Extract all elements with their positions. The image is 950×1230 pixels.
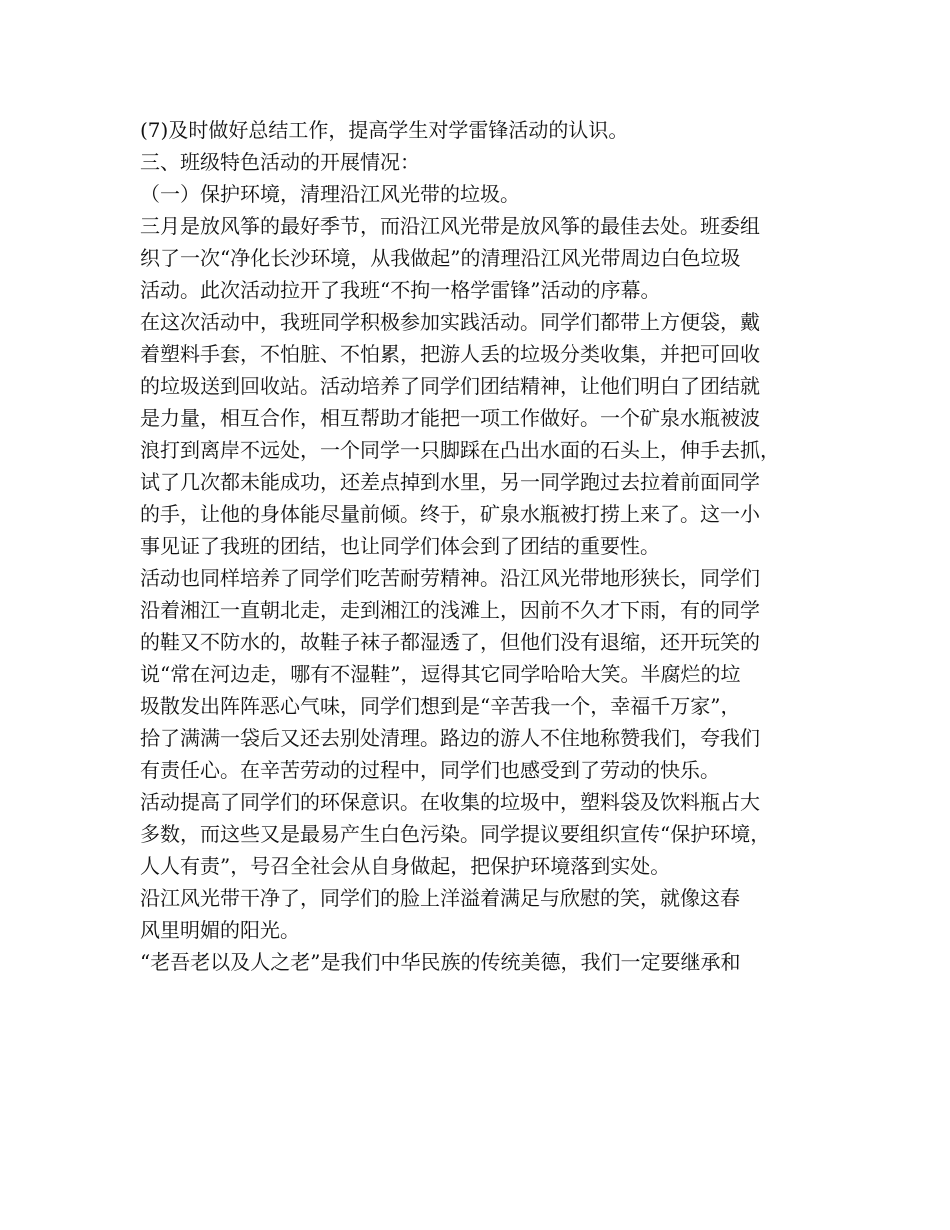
- text-line: 多数，而这些又是最易产生白色污染。同学提议要组织宣传“保护环境，: [140, 822, 771, 846]
- text-line: 拾了满满一袋后又还去别处清理。路边的游人不住地称赞我们，夸我们: [140, 726, 760, 750]
- text-line: 织了一次“净化长沙环境，从我做起”的清理沿江风光带周边白色垃圾: [140, 246, 741, 270]
- text-line: 人人有责”，号召全社会从自身做起，把保护环境落到实处。: [140, 854, 671, 878]
- document-body: [140, 114, 830, 978]
- section-heading: 三、班级特色活动的开展情况：: [140, 150, 420, 174]
- subsection-heading: （一）保护环境，清理沿江风光带的垃圾。: [140, 182, 520, 206]
- text-line: 活动也同样培养了同学们吃苦耐劳精神。沿江风光带地形狭长，同学们: [140, 566, 760, 590]
- text-line: 三月是放风筝的最好季节，而沿江风光带是放风筝的最佳去处。班委组: [140, 214, 760, 238]
- text-line: 活动提高了同学们的环保意识。在收集的垃圾中，塑料袋及饮料瓶占大: [140, 790, 760, 814]
- text-line: 事见证了我班的团结，也让同学们体会到了团结的重要性。: [140, 534, 660, 558]
- text-line: 的手，让他的身体能尽量前倾。终于，矿泉水瓶被打捞上来了。这一小: [140, 502, 760, 526]
- text-line: 圾散发出阵阵恶心气味，同学们想到是“辛苦我一个，幸福千万家”，: [140, 694, 741, 718]
- text-line: 在这次活动中，我班同学积极参加实践活动。同学们都带上方便袋，戴: [140, 310, 760, 334]
- text-line: 浪打到离岸不远处，一个同学一只脚踩在凸出水面的石头上，伸手去抓，: [140, 438, 780, 462]
- text-line: 沿江风光带干净了，同学们的脸上洋溢着满足与欣慰的笑，就像这春: [140, 886, 740, 910]
- text-line: 的垃圾送到回收站。活动培养了同学们团结精神，让他们明白了团结就: [140, 374, 760, 398]
- text-line: 风里明媚的阳光。: [140, 918, 300, 942]
- text-line: (7)及时做好总结工作，提高学生对学雷锋活动的认识。: [140, 118, 629, 142]
- text-line: 有责任心。在辛苦劳动的过程中，同学们也感受到了劳动的快乐。: [140, 758, 720, 782]
- text-line: “老吾老以及人之老”是我们中华民族的传统美德，我们一定要继承和: [140, 950, 741, 974]
- text-line: 着塑料手套，不怕脏、不怕累，把游人丢的垃圾分类收集，并把可回收: [140, 342, 760, 366]
- text-line: 的鞋又不防水的，故鞋子袜子都湿透了，但他们没有退缩，还开玩笑的: [140, 630, 760, 654]
- text-line: 试了几次都未能成功，还差点掉到水里，另一同学跑过去拉着前面同学: [140, 470, 760, 494]
- text-line: 说“常在河边走，哪有不湿鞋”，逗得其它同学哈哈大笑。半腐烂的垃: [140, 662, 741, 686]
- text-line: 沿着湘江一直朝北走，走到湘江的浅滩上，因前不久才下雨，有的同学: [140, 598, 760, 622]
- text-line: 活动。此次活动拉开了我班“不拘一格学雷锋”活动的序幕。: [140, 278, 661, 302]
- text-line: 是力量，相互合作，相互帮助才能把一项工作做好。一个矿泉水瓶被波: [140, 406, 760, 430]
